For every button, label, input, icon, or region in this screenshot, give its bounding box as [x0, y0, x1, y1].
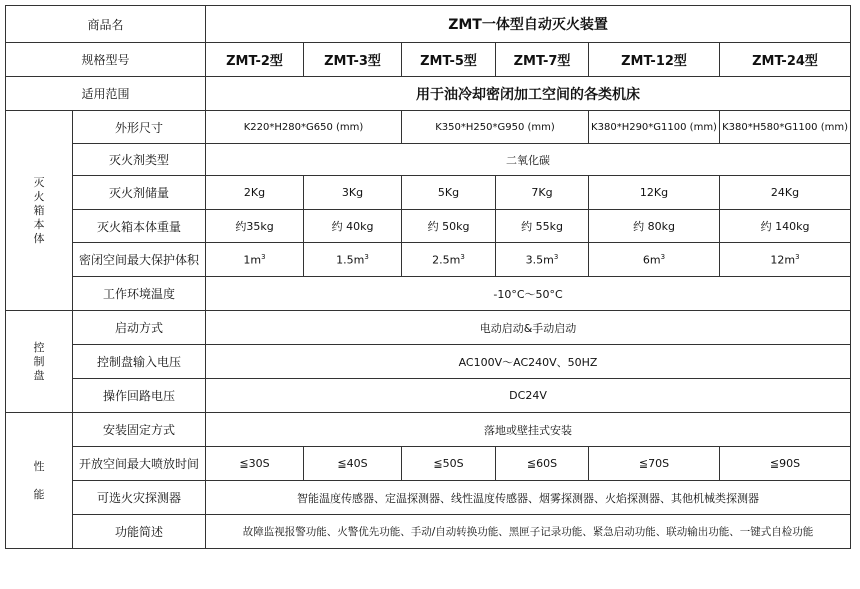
spray-time-cell: ≦90S: [720, 447, 851, 481]
row-label: 灭火箱本体重量: [73, 210, 206, 243]
volume-cell: $1m^3$: [206, 243, 304, 277]
row-start-mode: [6, 311, 851, 345]
row-install: [6, 413, 851, 447]
row-body-weight: [6, 210, 851, 243]
row-label: 控制盘输入电压: [73, 345, 206, 379]
row-models: [6, 43, 851, 77]
agent-amount-cell: 5Kg: [402, 176, 496, 210]
volume-cell: $12m^3$: [720, 243, 851, 277]
row-label: 操作回路电压: [73, 379, 206, 413]
dimension-value: K380*H290*G1100 (mm): [589, 111, 720, 144]
volume-cell: $2.5m^3$: [402, 243, 496, 277]
weight-cell: 约 55kg: [496, 210, 589, 243]
spray-time-cell: ≦70S: [589, 447, 720, 481]
input-voltage-value: AC100V～AC240V、50HZ: [206, 345, 851, 379]
agent-amount-cell: 7Kg: [496, 176, 589, 210]
spray-time-cell: ≦50S: [402, 447, 496, 481]
model-cell: ZMT-3型: [304, 43, 402, 77]
weight-cell: 约35kg: [206, 210, 304, 243]
row-product: [6, 6, 851, 43]
scope-label: 适用范围: [6, 77, 206, 111]
row-label: 启动方式: [73, 311, 206, 345]
install-value: 落地或壁挂式安装: [206, 413, 851, 447]
weight-cell: 约 50kg: [402, 210, 496, 243]
row-label: 安装固定方式: [73, 413, 206, 447]
agent-amount-cell: 12Kg: [589, 176, 720, 210]
group-label-control: 控 制 盘: [6, 311, 73, 413]
row-label: 可选火灾探测器: [73, 481, 206, 515]
weight-cell: 约 140kg: [720, 210, 851, 243]
model-cell: ZMT-24型: [720, 43, 851, 77]
volume-cell: $3.5m^3$: [496, 243, 589, 277]
volume-cell: $6m^3$: [589, 243, 720, 277]
row-label: 密闭空间最大保护体积: [73, 243, 206, 277]
row-label: 功能简述: [73, 515, 206, 549]
row-label: 外形尺寸: [73, 111, 206, 144]
agent-amount-cell: 24Kg: [720, 176, 851, 210]
spray-time-cell: ≦60S: [496, 447, 589, 481]
agent-amount-cell: 2Kg: [206, 176, 304, 210]
weight-cell: 约 80kg: [589, 210, 720, 243]
weight-cell: 约 40kg: [304, 210, 402, 243]
row-agent-type: [6, 144, 851, 176]
row-label: 工作环境温度: [73, 277, 206, 311]
work-temp-value: -10°C～50°C: [206, 277, 851, 311]
model-cell: ZMT-7型: [496, 43, 589, 77]
scope-value: 用于油冷却密闭加工空间的各类机床: [206, 77, 851, 111]
row-functions: [6, 515, 851, 549]
row-detectors: [6, 481, 851, 515]
row-max-volume: [6, 243, 851, 277]
dimension-value: K350*H250*G950 (mm): [402, 111, 589, 144]
model-cell: ZMT-5型: [402, 43, 496, 77]
model-cell: ZMT-12型: [589, 43, 720, 77]
model-cell: ZMT-2型: [206, 43, 304, 77]
agent-type-value: 二氧化碳: [206, 144, 851, 176]
row-dimension: [6, 111, 851, 144]
row-label: 灭火剂类型: [73, 144, 206, 176]
volume-cell: $1.5m^3$: [304, 243, 402, 277]
row-input-voltage: [6, 345, 851, 379]
product-name: ZMT一体型自动灭火装置: [206, 6, 851, 43]
row-spray-time: [6, 447, 851, 481]
loop-voltage-value: DC24V: [206, 379, 851, 413]
spec-table: [5, 5, 851, 549]
start-mode-value: 电动启动&手动启动: [206, 311, 851, 345]
product-label: 商品名: [6, 6, 206, 43]
group-label-body: 灭 火 箱 本 体: [6, 111, 73, 311]
functions-value: 故障监视报警功能、火警优先功能、手动/自动转换功能、黑匣子记录功能、紧急启动功能、联动输出功能、一键式自检功能: [206, 515, 851, 549]
detectors-value: 智能温度传感器、定温探测器、线性温度传感器、烟雾探测器、火焰探测器、其他机械类探测器: [206, 481, 851, 515]
row-agent-amount: [6, 176, 851, 210]
spec-sheet: [5, 5, 851, 549]
row-scope: [6, 77, 851, 111]
row-label: 灭火剂储量: [73, 176, 206, 210]
dimension-value: K220*H280*G650 (mm): [206, 111, 402, 144]
row-loop-voltage: [6, 379, 851, 413]
dimension-value: K380*H580*G1100 (mm): [720, 111, 851, 144]
model-label: 规格型号: [6, 43, 206, 77]
row-work-temp: [6, 277, 851, 311]
spray-time-cell: ≦30S: [206, 447, 304, 481]
spray-time-cell: ≦40S: [304, 447, 402, 481]
agent-amount-cell: 3Kg: [304, 176, 402, 210]
row-label: 开放空间最大喷放时间: [73, 447, 206, 481]
group-label-performance: 性 能: [6, 413, 73, 549]
